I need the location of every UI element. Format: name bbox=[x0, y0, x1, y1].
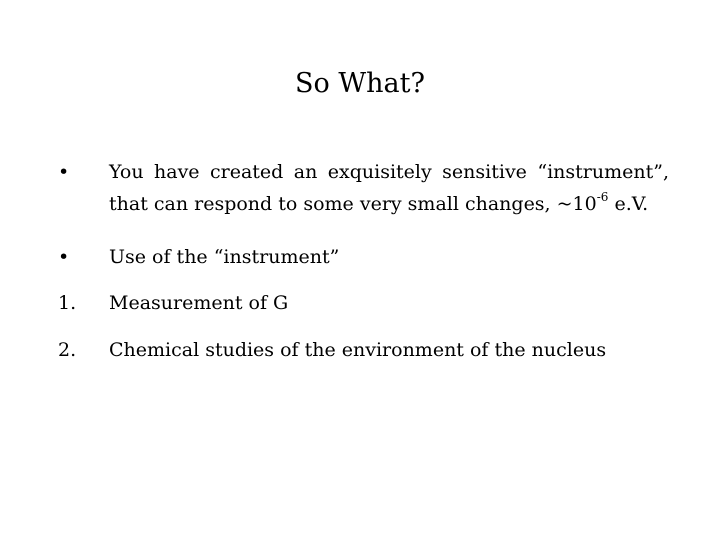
list-item-text: Use of the “instrument” bbox=[109, 246, 340, 268]
slide-title: So What? bbox=[295, 68, 425, 99]
text-after: e.V. bbox=[608, 193, 649, 215]
number-marker: 2. bbox=[58, 339, 77, 361]
list-item-text: Measurement of G bbox=[109, 292, 289, 314]
list-item-text bbox=[109, 156, 669, 220]
exponent: -6 bbox=[596, 190, 609, 204]
bullet-marker: • bbox=[58, 161, 70, 183]
text-before: You have created an exquisitely sensitive “instrument”, that can respond to some very small changes, ~10 bbox=[109, 161, 669, 215]
bullet-marker: • bbox=[58, 246, 70, 268]
list-item-text: Chemical studies of the environment of the nucleus bbox=[109, 339, 607, 361]
number-marker: 1. bbox=[58, 292, 77, 314]
